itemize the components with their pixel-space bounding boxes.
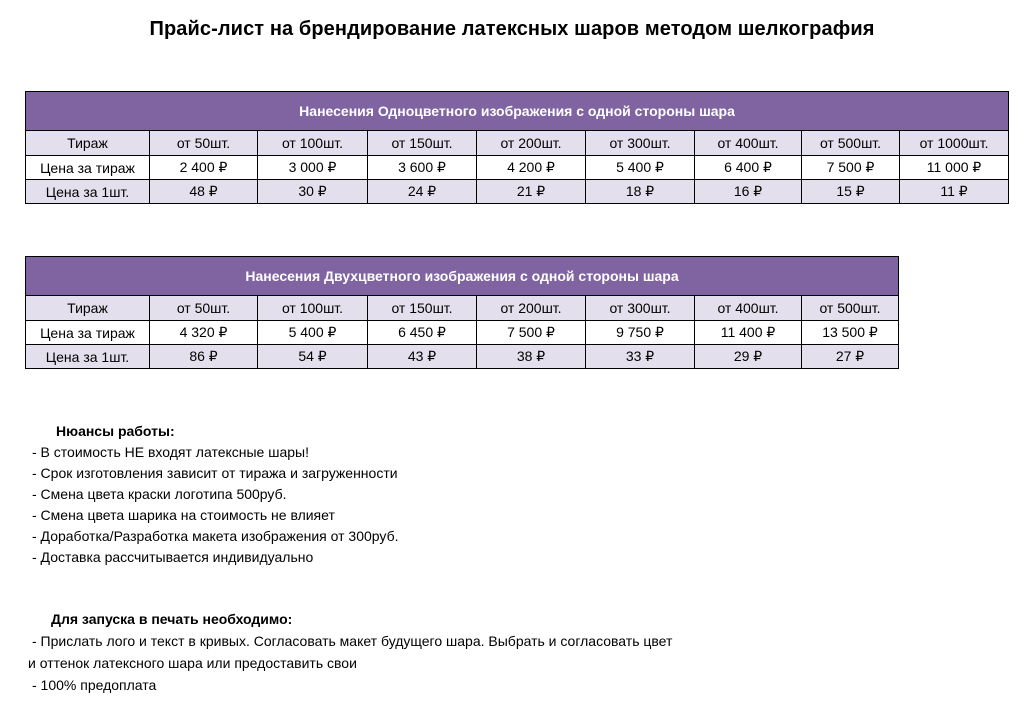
table-cell: 9 750 ₽ [586, 321, 695, 345]
row-label: Тираж [26, 296, 150, 321]
table-cell: 4 200 ₽ [477, 156, 586, 180]
table-cell: 13 500 ₽ [802, 321, 899, 345]
table-cell: от 150шт. [368, 131, 477, 156]
table-cell: 15 ₽ [802, 180, 900, 204]
price-table-two-color [25, 256, 899, 369]
table-cell: 33 ₽ [586, 345, 695, 369]
list-item: - Доработка/Разработка макета изображения от 300руб. [32, 528, 399, 544]
table-cell: от 400шт. [695, 296, 802, 321]
page-title: Прайс-лист на брендирование латексных шаров методом шелкография [149, 18, 875, 40]
list-item: - Прислать лого и текст в кривых. Согласовать макет будущего шара. Выбрать и согласовать цвет [32, 633, 673, 649]
table-cell: от 100шт. [258, 131, 368, 156]
list-item: - Смена цвета шарика на стоимость не влияет [32, 507, 335, 523]
table-cell: 7 500 ₽ [477, 321, 586, 345]
table-cell: от 50шт. [150, 296, 258, 321]
table-cell: от 500шт. [802, 131, 900, 156]
table-cell: 3 000 ₽ [258, 156, 368, 180]
list-item: - В стоимость НЕ входят латексные шары! [32, 444, 309, 460]
table-cell: 4 320 ₽ [150, 321, 258, 345]
table-cell: 2 400 ₽ [150, 156, 258, 180]
row-label: Цена за 1шт. [26, 345, 150, 369]
table-cell: 6 400 ₽ [695, 156, 802, 180]
nuances-heading: Нюансы работы: [56, 423, 175, 439]
table-cell: 11 400 ₽ [695, 321, 802, 345]
table-cell: 7 500 ₽ [802, 156, 900, 180]
table-cell: 6 450 ₽ [368, 321, 477, 345]
table-cell: 24 ₽ [368, 180, 477, 204]
table-cell: 18 ₽ [586, 180, 695, 204]
table-cell: 11 ₽ [900, 180, 1009, 204]
price-table-single-color [25, 91, 1009, 204]
table-cell: 5 400 ₽ [258, 321, 368, 345]
table-cell: 38 ₽ [477, 345, 586, 369]
table-cell: 5 400 ₽ [586, 156, 695, 180]
table-cell: 27 ₽ [802, 345, 899, 369]
launch-requirements-section [28, 608, 672, 696]
row-label: Цена за тираж [26, 156, 150, 180]
list-item-continuation: и оттенок латексного шара или предоставить свои [28, 655, 357, 671]
table-cell: от 300шт. [586, 296, 695, 321]
table-cell: от 200шт. [477, 296, 586, 321]
table-cell: от 500шт. [802, 296, 899, 321]
table-cell: от 1000шт. [900, 131, 1009, 156]
table-cell: от 50шт. [150, 131, 258, 156]
row-label: Цена за тираж [26, 321, 150, 345]
table-cell: от 100шт. [258, 296, 368, 321]
row-label: Тираж [26, 131, 150, 156]
table-cell: 11 000 ₽ [900, 156, 1009, 180]
table-header: Нанесения Одноцветного изображения с одной стороны шара [26, 92, 1009, 131]
table-cell: 86 ₽ [150, 345, 258, 369]
nuances-section [32, 421, 399, 568]
table-cell: 43 ₽ [368, 345, 477, 369]
list-item: - Срок изготовления зависит от тиража и загруженности [32, 465, 398, 481]
list-item: - Доставка рассчитывается индивидуально [32, 549, 314, 565]
table-row [26, 156, 1009, 180]
list-item: - 100% предоплата [32, 677, 157, 693]
table-cell: 48 ₽ [150, 180, 258, 204]
row-label: Цена за 1шт. [26, 180, 150, 204]
table-cell: от 300шт. [586, 131, 695, 156]
table-row [26, 131, 1009, 156]
table-cell: 21 ₽ [477, 180, 586, 204]
table-cell: 3 600 ₽ [368, 156, 477, 180]
table-row [26, 345, 899, 369]
launch-heading: Для запуска в печать необходимо: [51, 611, 293, 627]
table-row [26, 321, 899, 345]
table-cell: от 400шт. [695, 131, 802, 156]
table-row [26, 180, 1009, 204]
table-cell: 30 ₽ [258, 180, 368, 204]
list-item: - Смена цвета краски логотипа 500руб. [32, 486, 287, 502]
table-cell: 54 ₽ [258, 345, 368, 369]
table-cell: от 150шт. [368, 296, 477, 321]
table-row [26, 296, 899, 321]
table-cell: 16 ₽ [695, 180, 802, 204]
table-cell: от 200шт. [477, 131, 586, 156]
table-cell: 29 ₽ [695, 345, 802, 369]
table-header: Нанесения Двухцветного изображения с одной стороны шара [26, 257, 899, 296]
